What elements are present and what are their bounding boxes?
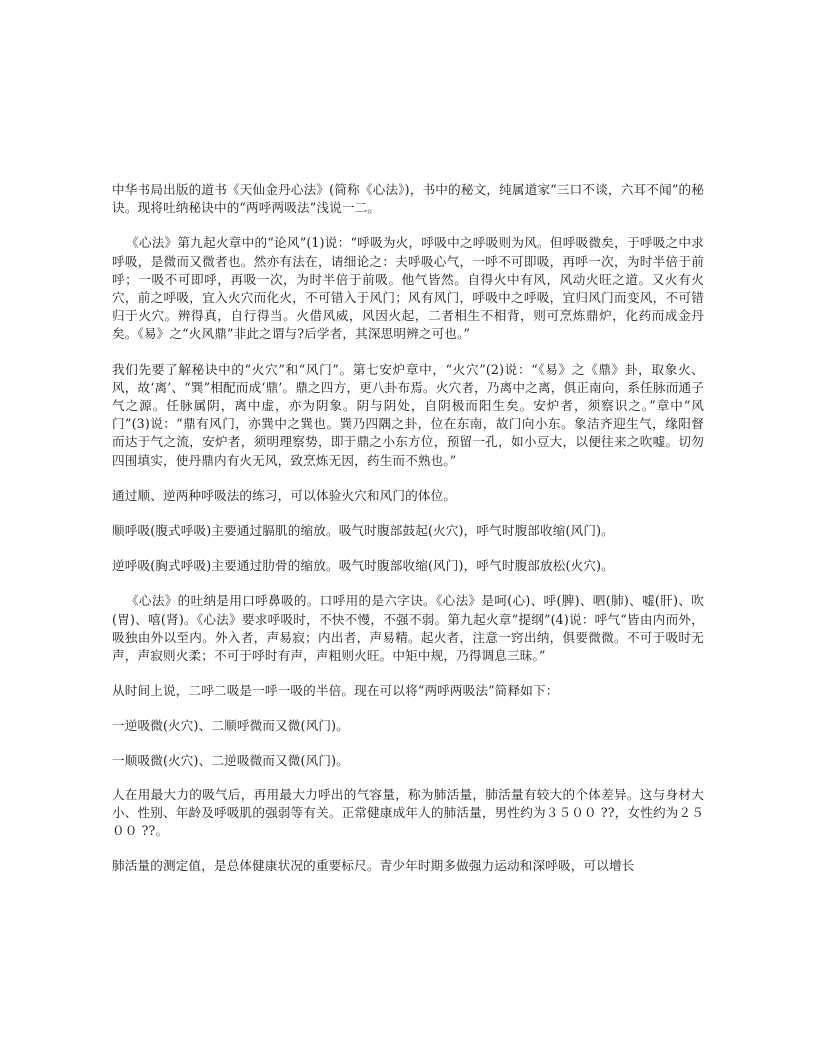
paragraph-forward-breathing: 顺呼吸(腹式呼吸)主要通过膈肌的缩放。吸气时腹部鼓起(火穴)，呼气时腹部收缩(风门)。 (112, 523, 614, 539)
document-body (112, 181, 704, 876)
paragraph-lung-capacity-health: 肺活量的测定值，是总体健康状况的重要标尺。青少年时期多做强力运动和深呼吸，可以增长 (112, 858, 635, 874)
paragraph-intro: 中华书局出版的道书《天仙金丹心法》(简称《心法》)，书中的秘文，纯属道家“三口不谈，六耳不闻”的秘诀。现将吐纳秘诀中的“两呼两吸法”浅说一二。 (112, 182, 704, 216)
paragraph-time-ratio: 从时间上说，二呼二吸是一呼一吸的半倍。现在可以将“两呼两吸法”简释如下： (112, 683, 559, 699)
paragraph-huoxue-fengmen-explain: 我们先要了解秘诀中的“火穴”和“风门”。第七安炉章中，“火穴”(2)说：“《易》之《鼎》卦，取象火、风，故‘离’、“巽”相配而成‘鼎’。鼎之四方，更八卦布焉。火穴者，乃离中之离，俱正南向，系任脉而通子气之源。任脉属阴，离中虚，亦为阴象。阴与阴处，自阴极而阳生矣。安炉者，须察识之。”章中“风门”(3)说：“鼎有风门，亦巽中之巽也。巽乃四隅之卦，位在东南，故门向小东。象洁齐迎生气，缘阳督而达于气之流，安炉者，须明理察势，即于鼎之小东方位，预留一孔，如小豆大，以便往来之吹嘘。切勿四围填实，使丹鼎内有火无风，致烹炼无因，药生而不熟也。” (112, 361, 704, 468)
paragraph-method-line-2: 一顺吸微(火穴)、二逆吸微而又微(风门)。 (112, 752, 349, 768)
paragraph-reverse-breathing: 逆呼吸(胸式呼吸)主要通过肋骨的缩放。吸气时腹部收缩(风门)，呼气时腹部放松(火穴)。 (112, 558, 614, 574)
paragraph-lunfeng-quote: 《心法》第九起火章中的“论风”(1)说：“呼吸为火，呼吸中之呼吸则为风。但呼吸微矣，于呼吸之中求呼吸，是微而又微者也。然亦有法在，请细论之：夫呼吸心气，一呼不可即吸，再呼一次，为时半倍于前呼；一吸不可即呼，再吸一次，为时半倍于前吸。他气皆然。自得火中有风，风动火旺之道。又火有火穴，前之呼吸，宜入火穴而化火，不可错入于风门；风有风门，呼吸中之呼吸，宜归风门而变风，不可错归于火穴。辨得真，自行得当。火借风威，风因火起，二者相生不相背，则可烹炼鼎炉，化药而成金丹矣。《易》之“火风鼎”非此之谓与?后学者，其深思明辨之可也。” (112, 235, 704, 342)
paragraph-six-character-formula: 《心法》的吐纳是用口呼鼻吸的。口呼用的是六字诀。《心法》是呵(心)、呼(脾)、呬(肺)、嘘(肝)、吹(胃)、嘻(肾)。《心法》要求呼吸时，不快不慢，不强不弱。第九起火章“提纲”(4)说：呼气“皆由内而外，吸独由外以至内。外入者，声易寂；内出者，声易精。起火者，注意一窍出纳，俱要微微。不可于吸时无声，声寂则火柔；不可于呼时有声，声粗则火旺。中矩中规，乃得调息三昧。” (112, 593, 704, 664)
paragraph-breathing-practice: 通过顺、逆两种呼吸法的练习，可以体验火穴和风门的体位。 (112, 487, 457, 503)
paragraph-lung-capacity: 人在用最大力的吸气后，再用最大力呼出的气容量，称为肺活量，肺活量有较大的个体差异。这与身材大小、性别、年龄及呼吸肌的强弱等有关。正常健康成年人的肺活量，男性约为３５００ ??，女性约为２５００ ??。 (112, 786, 704, 839)
paragraph-method-line-1: 一逆吸微(火穴)、二顺呼微而又微(风门)。 (112, 718, 349, 734)
